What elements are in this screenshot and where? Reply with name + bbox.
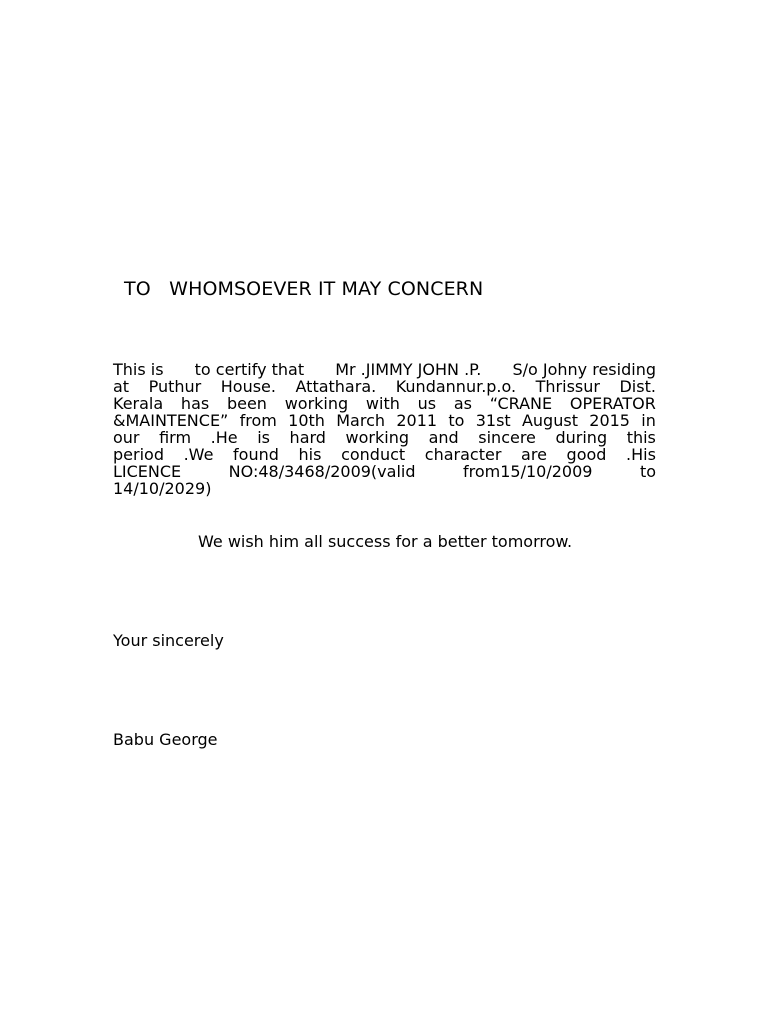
body-word: 10th: [288, 411, 325, 430]
body-word: found: [233, 445, 279, 464]
body-line: [113, 463, 656, 480]
body-line: [113, 429, 656, 446]
body-word: working: [284, 394, 349, 413]
body-word: Puthur: [148, 377, 202, 396]
body-word: This is: [113, 360, 164, 379]
body-word: March: [336, 411, 386, 430]
body-word: his: [298, 445, 322, 464]
document-heading: TO WHOMSOEVER IT MAY CONCERN: [124, 278, 484, 300]
body-word: is: [257, 428, 270, 447]
body-word: conduct: [341, 445, 406, 464]
body-word: 2011: [396, 411, 438, 430]
body-line: [113, 412, 656, 429]
body-word: from15/10/2009: [462, 462, 593, 481]
body-word: character: [424, 445, 502, 464]
body-word: Dist.: [619, 377, 656, 396]
body-word: from: [239, 411, 277, 430]
body-word: .We: [183, 445, 214, 464]
body-word: during: [555, 428, 608, 447]
body-word: our: [113, 428, 140, 447]
body-word: Kundannur.p.o.: [395, 377, 517, 396]
body-word: at: [113, 377, 130, 396]
body-word: House.: [220, 377, 276, 396]
body-word: been: [226, 394, 267, 413]
body-word: hard: [289, 428, 326, 447]
body-word: &MAINTENCE”: [113, 411, 229, 430]
body-word: Kerala: [113, 394, 164, 413]
signatory-name: Babu George: [113, 730, 218, 749]
body-word: to: [448, 411, 465, 430]
body-word: Attathara.: [295, 377, 377, 396]
body-word: and: [428, 428, 459, 447]
body-word: sincere: [478, 428, 536, 447]
wish-text: We wish him all success for a better tomorrow.: [198, 532, 573, 551]
certificate-body: [113, 361, 656, 497]
body-line: [113, 361, 656, 378]
body-word: us: [417, 394, 437, 413]
body-word: 2015: [589, 411, 630, 430]
body-word: this: [626, 428, 656, 447]
body-word: has: [180, 394, 210, 413]
body-word: LICENCE: [113, 462, 182, 481]
body-word: August: [521, 411, 578, 430]
body-line: [113, 446, 656, 463]
body-word: working: [345, 428, 409, 447]
body-word: firm: [159, 428, 192, 447]
body-word: 14/10/2029): [113, 479, 212, 498]
body-line: [113, 378, 656, 395]
body-word: 31st: [475, 411, 511, 430]
body-word: OPERATOR: [569, 394, 656, 413]
body-word: to certify that: [194, 360, 305, 379]
body-word: .His: [626, 445, 656, 464]
body-word: with: [365, 394, 400, 413]
body-word: as: [453, 394, 472, 413]
body-word: to: [639, 462, 656, 481]
body-word: period: [113, 445, 164, 464]
body-word: S/o Johny residing: [512, 360, 656, 379]
body-line: [113, 395, 656, 412]
body-word: Mr .JIMMY JOHN .P.: [335, 360, 482, 379]
body-word: good: [566, 445, 607, 464]
body-word: are: [521, 445, 547, 464]
body-word: Thrissur: [535, 377, 600, 396]
closing-text: Your sincerely: [113, 631, 224, 650]
body-word: .He: [210, 428, 238, 447]
body-line: [113, 480, 656, 497]
body-word: NO:48/3468/2009(valid: [228, 462, 416, 481]
body-word: in: [641, 411, 656, 430]
body-word: “CRANE: [489, 394, 553, 413]
